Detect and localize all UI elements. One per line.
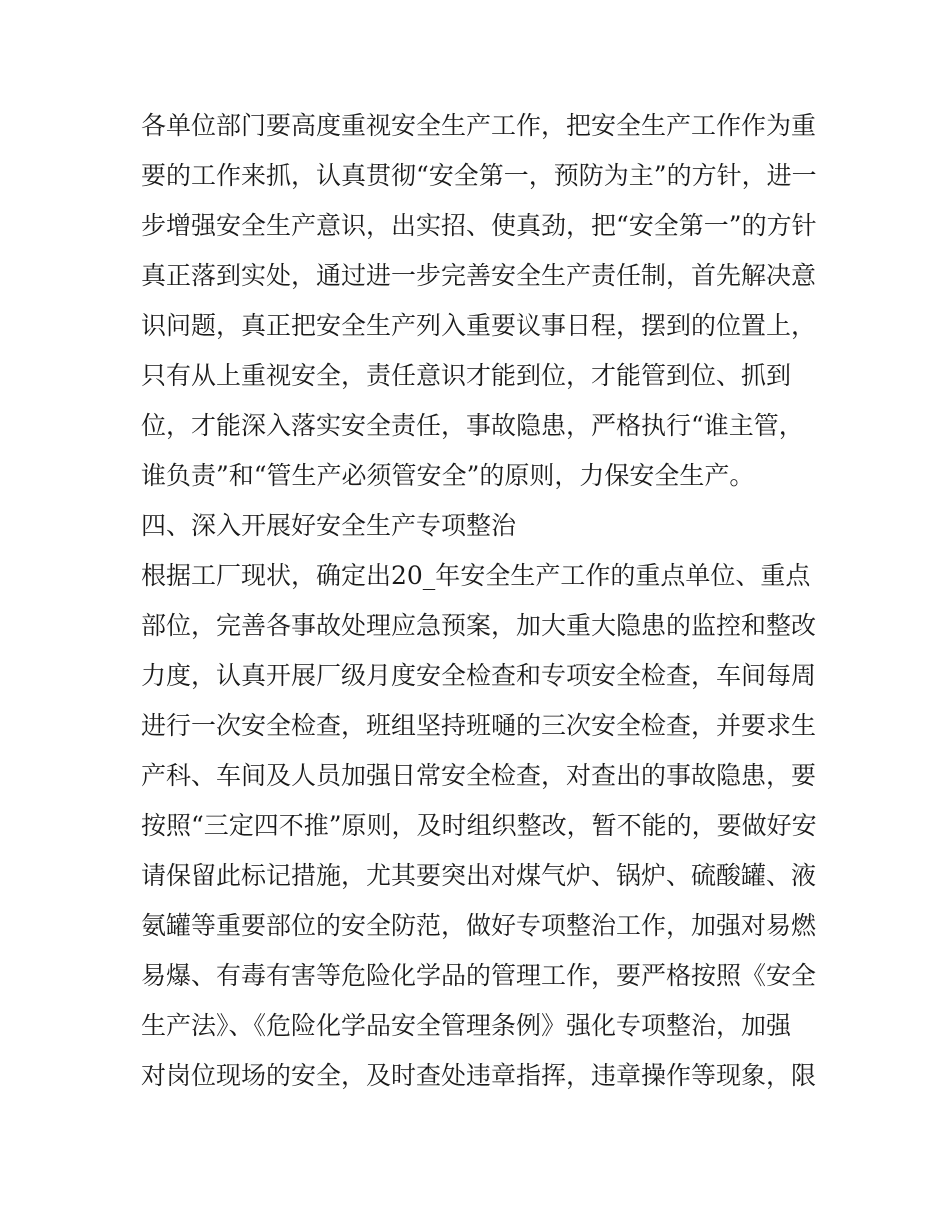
text-line: 产科、车间及人员加强日常安全检查，对查出的事故隐患，要	[141, 761, 817, 790]
text-line: 按照“三定四不推”原则，及时组织整改，暂不能的，要做好安	[141, 811, 817, 840]
text-line: 真正落到实处，通过进一步完善安全生产责任制，首先解决意	[141, 261, 817, 290]
text-line: 易爆、有毒有害等危险化学品的管理工作，要严格按照《安全	[141, 961, 817, 990]
text-line: 要的工作来抓，认真贯彻“安全第一，预防为主”的方针，进一	[141, 161, 817, 190]
body-text	[141, 101, 821, 1101]
text-line: 请保留此标记措施，尤其要突出对煤气炉、锅炉、硫酸罐、液	[141, 861, 817, 890]
text-line: 根据工厂现状，确定出20_年安全生产工作的重点单位、重点	[141, 561, 811, 590]
section-heading: 四、深入开展好安全生产专项整治	[141, 511, 517, 540]
text-line: 只有从上重视安全，责任意识才能到位，才能管到位、抓到	[141, 361, 792, 390]
text-line: 进行一次安全检查，班组坚持班嗵的三次安全检查，并要求生	[141, 711, 817, 740]
text-line: 对岗位现场的安全，及时查处违章指挥，违章操作等现象，限	[141, 1061, 817, 1090]
text-line: 各单位部门要高度重视安全生产工作，把安全生产工作作为重	[141, 111, 817, 140]
text-line: 部位，完善各事故处理应急预案，加大重大隐患的监控和整改	[141, 611, 817, 640]
text-line: 识问题，真正把安全生产列入重要议事日程，摆到的位置上，	[141, 311, 817, 340]
text-line: 谁负责”和“管生产必须管安全”的原则，力保安全生产。	[141, 461, 755, 490]
text-line: 步增强安全生产意识，出实招、使真劲，把“安全第一”的方针	[141, 211, 817, 240]
text-line: 生产法》、《危险化学品安全管理条例》强化专项整治，加强	[141, 1011, 792, 1040]
text-line: 力度，认真开展厂级月度安全检查和专项安全检查，车间每周	[141, 661, 817, 690]
text-line: 位，才能深入落实安全责任，事故隐患，严格执行“谁主管，	[141, 411, 804, 440]
text-line: 氨罐等重要部位的安全防范，做好专项整治工作，加强对易燃	[141, 911, 817, 940]
